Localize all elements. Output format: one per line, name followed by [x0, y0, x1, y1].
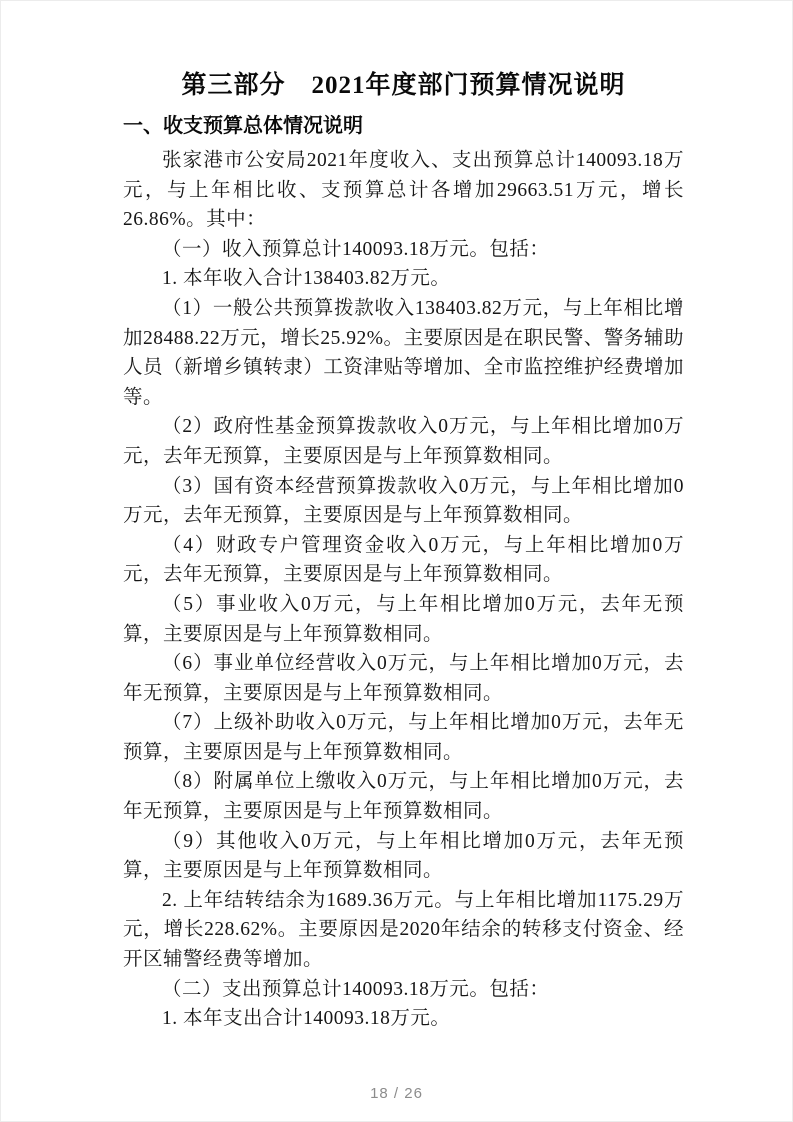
- paragraph: （3）国有资本经营预算拨款收入0万元，与上年相比增加0万元，去年无预算，主要原因是与上年预算数相同。: [123, 475, 684, 527]
- page-footer: [1, 1085, 792, 1103]
- paragraph: （4）财政专户管理资金收入0万元，与上年相比增加0万元，去年无预算，主要原因是与上年预算数相同。: [123, 534, 684, 586]
- page-number: 18 / 26: [370, 1085, 423, 1102]
- section-heading: 一、收支预算总体情况说明: [123, 115, 363, 137]
- paragraph: （1）一般公共预算拨款收入138403.82万元，与上年相比增加28488.22万元，增长25.92%。主要原因是在职民警、警务辅助人员（新增乡镇转隶）工资津贴等增加、全市监控维护经费增加等。: [123, 297, 684, 408]
- paragraph: （7）上级补助收入0万元，与上年相比增加0万元，去年无预算，主要原因是与上年预算数相同。: [123, 712, 684, 763]
- paragraph: （8）附属单位上缴收入0万元，与上年相比增加0万元，去年无预算，主要原因是与上年预算数相同。: [123, 771, 684, 823]
- document-body: [123, 146, 684, 1034]
- paragraph: （5）事业收入0万元，与上年相比增加0万元，去年无预算，主要原因是与上年预算数相同。: [123, 593, 684, 645]
- paragraph: 1. 本年收入合计138403.82万元。: [162, 268, 451, 290]
- paragraph: 2. 上年结转结余为1689.36万元。与上年相比增加1175.29万元，增长228.62%。主要原因是2020年结余的转移支付资金、经开区辅警经费等增加。: [123, 889, 684, 971]
- paragraph: 张家港市公安局2021年度收入、支出预算总计140093.18万元，与上年相比收、支预算总计各增加29663.51万元，增长26.86%。其中：: [123, 150, 684, 231]
- document-title: 第三部分 2021年度部门预算情况说明: [181, 72, 626, 99]
- paragraph: （一）收入预算总计140093.18万元。包括：: [162, 238, 550, 260]
- paragraph: （9）其他收入0万元，与上年相比增加0万元，去年无预算，主要原因是与上年预算数相同。: [123, 830, 684, 882]
- paragraph: （二）支出预算总计140093.18万元。包括：: [162, 978, 550, 1000]
- paragraph: 1. 本年支出合计140093.18万元。: [162, 1008, 451, 1030]
- paragraph: （2）政府性基金预算拨款收入0万元，与上年相比增加0万元，去年无预算，主要原因是与上年预算数相同。: [123, 416, 684, 467]
- paragraph: （6）事业单位经营收入0万元，与上年相比增加0万元，去年无预算，主要原因是与上年预算数相同。: [123, 653, 684, 704]
